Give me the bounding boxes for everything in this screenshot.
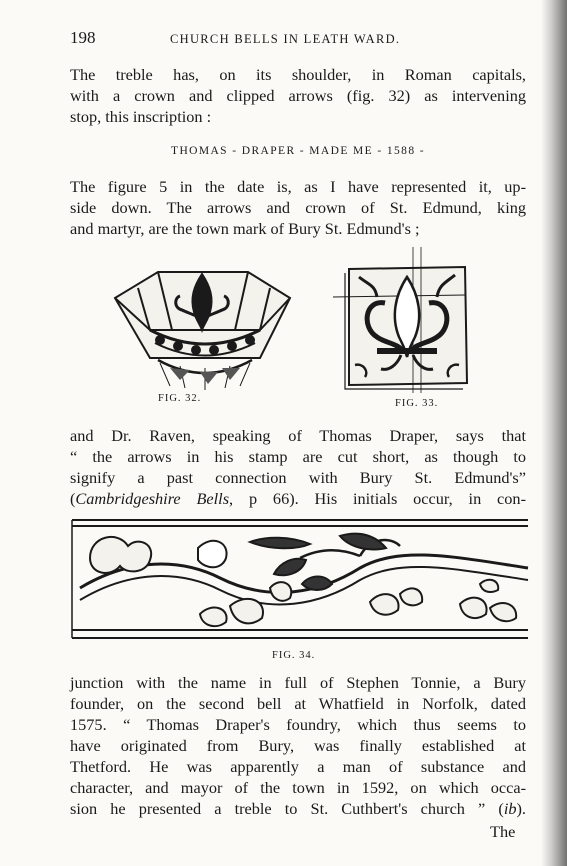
figure-caption: FIG. 32. xyxy=(158,393,202,404)
text-line: and Dr. Raven, speaking of Thomas Draper, says that xyxy=(70,426,526,445)
page-header xyxy=(70,28,526,48)
text-line: The treble has, on its shoulder, in Roman capitals, xyxy=(70,65,526,84)
text-line: founder, on the second bell at Whatfield in Norfolk, dated xyxy=(70,694,526,713)
book-title: Cambridgeshire Bells xyxy=(75,489,230,508)
text-line: junction with the name in full of Stephen Tonnie, a Bury xyxy=(70,673,526,692)
text-line: “ the arrows in his stamp are cut short, as though to xyxy=(70,447,526,466)
paragraph-1 xyxy=(70,64,526,127)
text-line: The figure 5 in the date is, as I have represented it, up- xyxy=(70,177,526,196)
figure-caption: FIG. 33. xyxy=(395,398,439,409)
text-line: with a crown and clipped arrows (fig. 32) as intervening xyxy=(70,86,526,105)
crown-illustration xyxy=(110,268,295,393)
ibid-abbrev: ib xyxy=(503,799,517,818)
text-line: stop, this inscription : xyxy=(70,107,212,126)
page-edge-shadow xyxy=(541,0,567,866)
text-line: (Cambridgeshire Bells, p 66). His initials occur, in con- xyxy=(70,489,526,508)
paragraph-4 xyxy=(70,672,526,819)
running-title: CHURCH BELLS IN LEATH WARD. xyxy=(170,32,401,46)
text-line: 1575. “ Thomas Draper's foundry, which thus seems to xyxy=(70,715,526,734)
text-line: have originated from Bury, was finally established at xyxy=(70,736,526,755)
catchword: The xyxy=(490,822,516,841)
bell-inscription: THOMAS - DRAPER - MADE ME - 1588 - xyxy=(171,145,425,157)
foliage-frieze-illustration xyxy=(70,518,530,643)
paragraph-3 xyxy=(70,425,526,509)
paragraph-2 xyxy=(70,176,526,239)
text-line: signify a past connection with Bury St. Edmund's” xyxy=(70,468,526,487)
figure-caption: FIG. 34. xyxy=(272,650,316,661)
text-line: character, and mayor of the town in 1592, on which occa- xyxy=(70,778,526,797)
text-line: sion he presented a treble to St. Cuthbert's church ” (ib). xyxy=(70,799,526,818)
text-line: side down. The arrows and crown of St. Edmund, king xyxy=(70,198,526,217)
fleur-de-lis-illustration xyxy=(325,245,475,393)
text-line: and martyr, are the town mark of Bury St. Edmund's ; xyxy=(70,219,420,238)
text-line: Thetford. He was apparently a man of substance and xyxy=(70,757,526,776)
page-number: 198 xyxy=(70,28,96,47)
